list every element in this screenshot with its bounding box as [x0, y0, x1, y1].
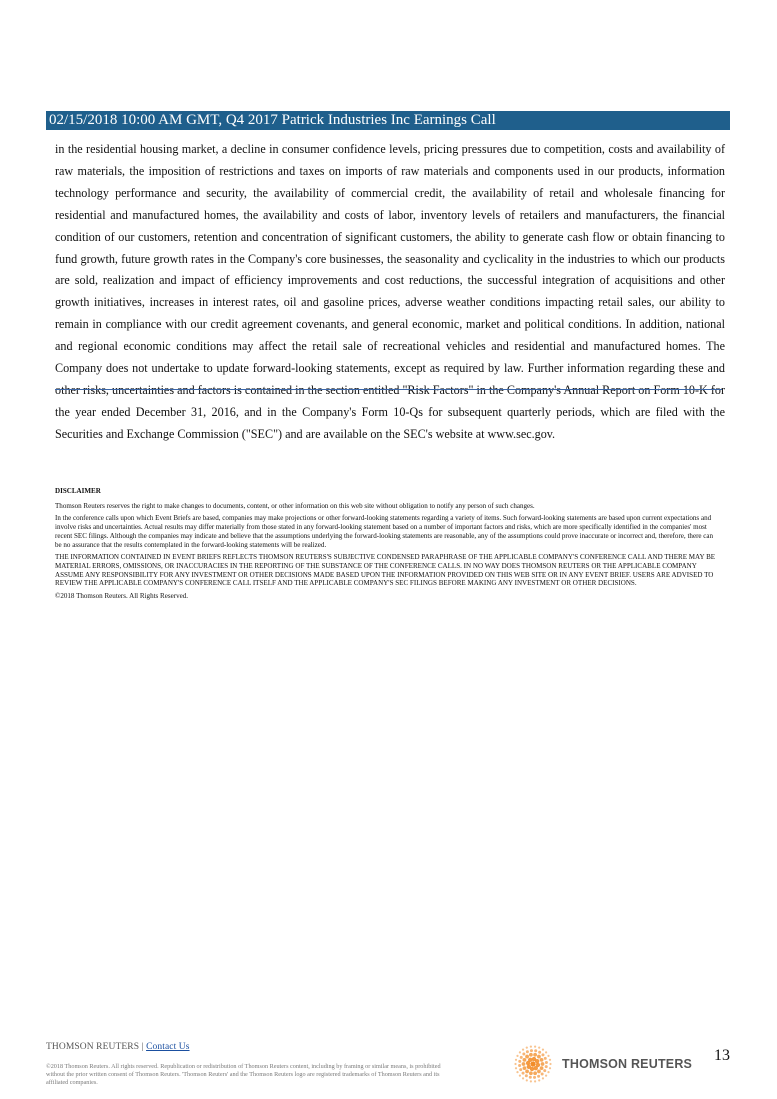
disclaimer-block	[55, 487, 717, 605]
logo-dot	[533, 1071, 537, 1075]
logo-dot	[519, 1051, 521, 1053]
logo-dot	[529, 1076, 532, 1079]
logo-dot	[523, 1058, 527, 1062]
logo-dot	[525, 1055, 529, 1059]
logo-dot	[522, 1049, 524, 1051]
logo-dot	[530, 1049, 533, 1052]
disclaimer-paragraph-1: Thomson Reuters reserves the right to make changes to documents, content, or other information on this web site without obligation to notify any person of such changes.	[55, 501, 535, 510]
contact-us-link[interactable]: Contact Us	[146, 1042, 190, 1052]
logo-dot	[547, 1071, 549, 1073]
logo-dot	[537, 1055, 541, 1059]
logo-dot	[527, 1065, 531, 1069]
footer-brand-name: THOMSON REUTERS	[46, 1042, 140, 1052]
section-divider	[55, 389, 722, 390]
footer-brand-line	[46, 1042, 190, 1052]
logo-dot	[526, 1047, 528, 1049]
logo-dot	[542, 1049, 544, 1051]
logo-dot	[528, 1058, 532, 1062]
page-number: 13	[714, 1047, 730, 1064]
disclaimer-paragraph-2: In the conference calls upon which Event Briefs are based, companies may make projections or other forward-looking statements regarding a variety of items. Such forward-looking statements are based upon current expectations and involve risks and uncertainties. Actual results may differ materially from those stated in any forward-looking statement based on a number of important factors and risks, which are more specifically identified in the companies' most recent SEC filings. Although the companies may indicate and believe that the assumptions underlying the forward-looking statements are reasonable, any of the assumptions could prove inaccurate or incorrect and, therefore, there can be no assurance that the results contemplated in the forward-looking statements will be realized.	[55, 514, 714, 549]
logo-dot	[530, 1080, 532, 1082]
logo-dot	[544, 1057, 547, 1060]
logo-dot	[520, 1056, 523, 1059]
logo-dot	[545, 1061, 548, 1064]
logo-dot	[530, 1046, 532, 1048]
logo-dot	[526, 1050, 529, 1053]
logo-dot	[525, 1070, 529, 1074]
logo-dot	[516, 1071, 518, 1073]
logo-dot	[535, 1059, 539, 1063]
logo-dot	[545, 1051, 547, 1053]
logo-dot	[534, 1066, 538, 1070]
logo-dot	[549, 1059, 551, 1061]
call-title-bar: 02/15/2018 10:00 AM GMT, Q4 2017 Patrick Industries Inc Earnings Call	[46, 111, 730, 130]
logo-dot	[534, 1080, 536, 1082]
logo-dot	[542, 1077, 544, 1079]
footer-separator: |	[141, 1042, 144, 1052]
logo-dot	[537, 1075, 540, 1078]
logo-dot	[518, 1060, 521, 1063]
logo-dot	[522, 1077, 524, 1079]
logo-dot	[523, 1066, 527, 1070]
logo-dot	[522, 1062, 526, 1066]
logo-dot	[515, 1059, 517, 1061]
logo-dot	[526, 1079, 528, 1081]
logo-dot	[537, 1070, 541, 1074]
logo-dot	[529, 1053, 533, 1057]
logo-dot	[534, 1046, 536, 1048]
disclaimer-paragraph-3: THE INFORMATION CONTAINED IN EVENT BRIEFS REFLECTS THOMSON REUTERS'S SUBJECTIVE CONDENSED PARAPHRASE OF THE APPLICABLE COMPANY'S CONFERENCE CALL AND THERE MAY BE MATERIAL ERRORS, OMISSIONS, OR INACCURACIES IN THE REPORTING OF THE SUBSTANCE OF THE CONFERENCE CALLS. IN NO WAY DOES THOMSON REUTERS OR THE APPLICABLE COMPANY ASSUME ANY RESPONSIBILITY FOR ANY INVESTMENT OR OTHER DECISIONS MADE BASED UPON THE INFORMATION PROVIDED ON THIS WEB SITE OR IN ANY EVENT BRIEF. USERS ARE ADVISED TO REVIEW THE APPLICABLE COMPANY'S CONFERENCE CALL ITSELF AND THE APPLICABLE COMPANY'S SEC FILINGS BEFORE MAKING ANY INVESTMENT OR OTHER DECISIONS.	[55, 553, 716, 588]
transcript-paragraph: in the residential housing market, a decline in consumer confidence levels, pricing pressures due to competition, costs and availability of raw materials, the imposition of restrictions and taxes on imports of raw materials and components used in our products, information technology performance and security, the availability of commercial credit, the availability of retail and wholesale financing for residential and manufactured homes, the availability and costs of labor, inventory levels of retailers and manufacturers, the financial condition of our customers, retention and concentration of significant customers, the ability to generate cash flow or obtain financing to fund growth, future growth rates in the Company's core businesses, the seasonality and cyclicality in the industries to which our products are sold, realization and impact of efficiency improvements and cost reductions, the successful integration of acquisitions and other growth initiatives, increases in interest rates, oil and gasoline prices, adverse weather conditions impacting retail sales, our ability to remain in compliance with our credit agreement covenants, and general economic, market and political conditions. In addition, national and regional economic conditions may affect the retail sale of recreational vehicles and residential and manufactured homes. The Company does not undertake to update forward-looking statements, except as required by law. Further information regarding these and other risks, uncertainties and factors is contained in the section entitled "Risk Factors" in the Company's Annual Report on Form 10-K for the year ended December 31, 2016, and in the Company's Form 10-Qs for subsequent quarterly periods, which are filed with the Securities and Exchange Commission ("SEC") and are available on the SEC's website at www.sec.gov.	[55, 142, 725, 441]
logo-dot	[514, 1063, 516, 1065]
logo-dot	[522, 1053, 525, 1056]
logo-dot	[543, 1069, 546, 1072]
logo-dot	[541, 1072, 544, 1075]
logo-dot	[545, 1075, 547, 1077]
logo-wordmark: THOMSON REUTERS	[562, 1057, 693, 1071]
disclaimer-copyright: ©2018 Thomson Reuters. All Rights Reserved.	[55, 592, 189, 601]
logo-dot	[525, 1074, 528, 1077]
logo-dot	[549, 1063, 551, 1065]
logo-dot	[541, 1062, 545, 1066]
logo-dot	[547, 1055, 549, 1057]
logo-dot	[538, 1047, 540, 1049]
logo-dot	[533, 1053, 537, 1057]
logo-dot	[519, 1075, 521, 1077]
disclaimer-heading: DISCLAIMER	[55, 487, 101, 495]
logo-dot	[534, 1049, 537, 1052]
logo-dot	[522, 1072, 525, 1075]
logo-dot	[538, 1079, 540, 1081]
logo-dot	[515, 1067, 517, 1069]
logo-dot	[529, 1071, 533, 1075]
logo-dot	[545, 1065, 548, 1068]
footer-legal-text: ©2018 Thomson Reuters. All rights reserved. Republication or redistribution of Thomson Reuters content, including by framing or similar means, is prohibited without the prior written consent of Thomson Reuters. 'Thomson Reuters' and the Thomson Reuters logo are registered trademarks of Thomson Reuters and its affiliated companies.	[46, 1063, 441, 1087]
thomson-reuters-logo	[510, 1043, 710, 1085]
logo-dot	[530, 1061, 535, 1066]
logo-dot	[538, 1051, 541, 1054]
logo-dot	[540, 1058, 544, 1062]
logo-dot	[540, 1066, 544, 1070]
thomson-reuters-dot-sphere-icon	[510, 1043, 556, 1085]
logo-dot	[519, 1068, 522, 1071]
logo-dot	[541, 1053, 544, 1056]
logo-dot	[518, 1064, 521, 1067]
logo-dot	[533, 1076, 536, 1079]
logo-dot	[516, 1055, 518, 1057]
logo-dot	[549, 1067, 551, 1069]
